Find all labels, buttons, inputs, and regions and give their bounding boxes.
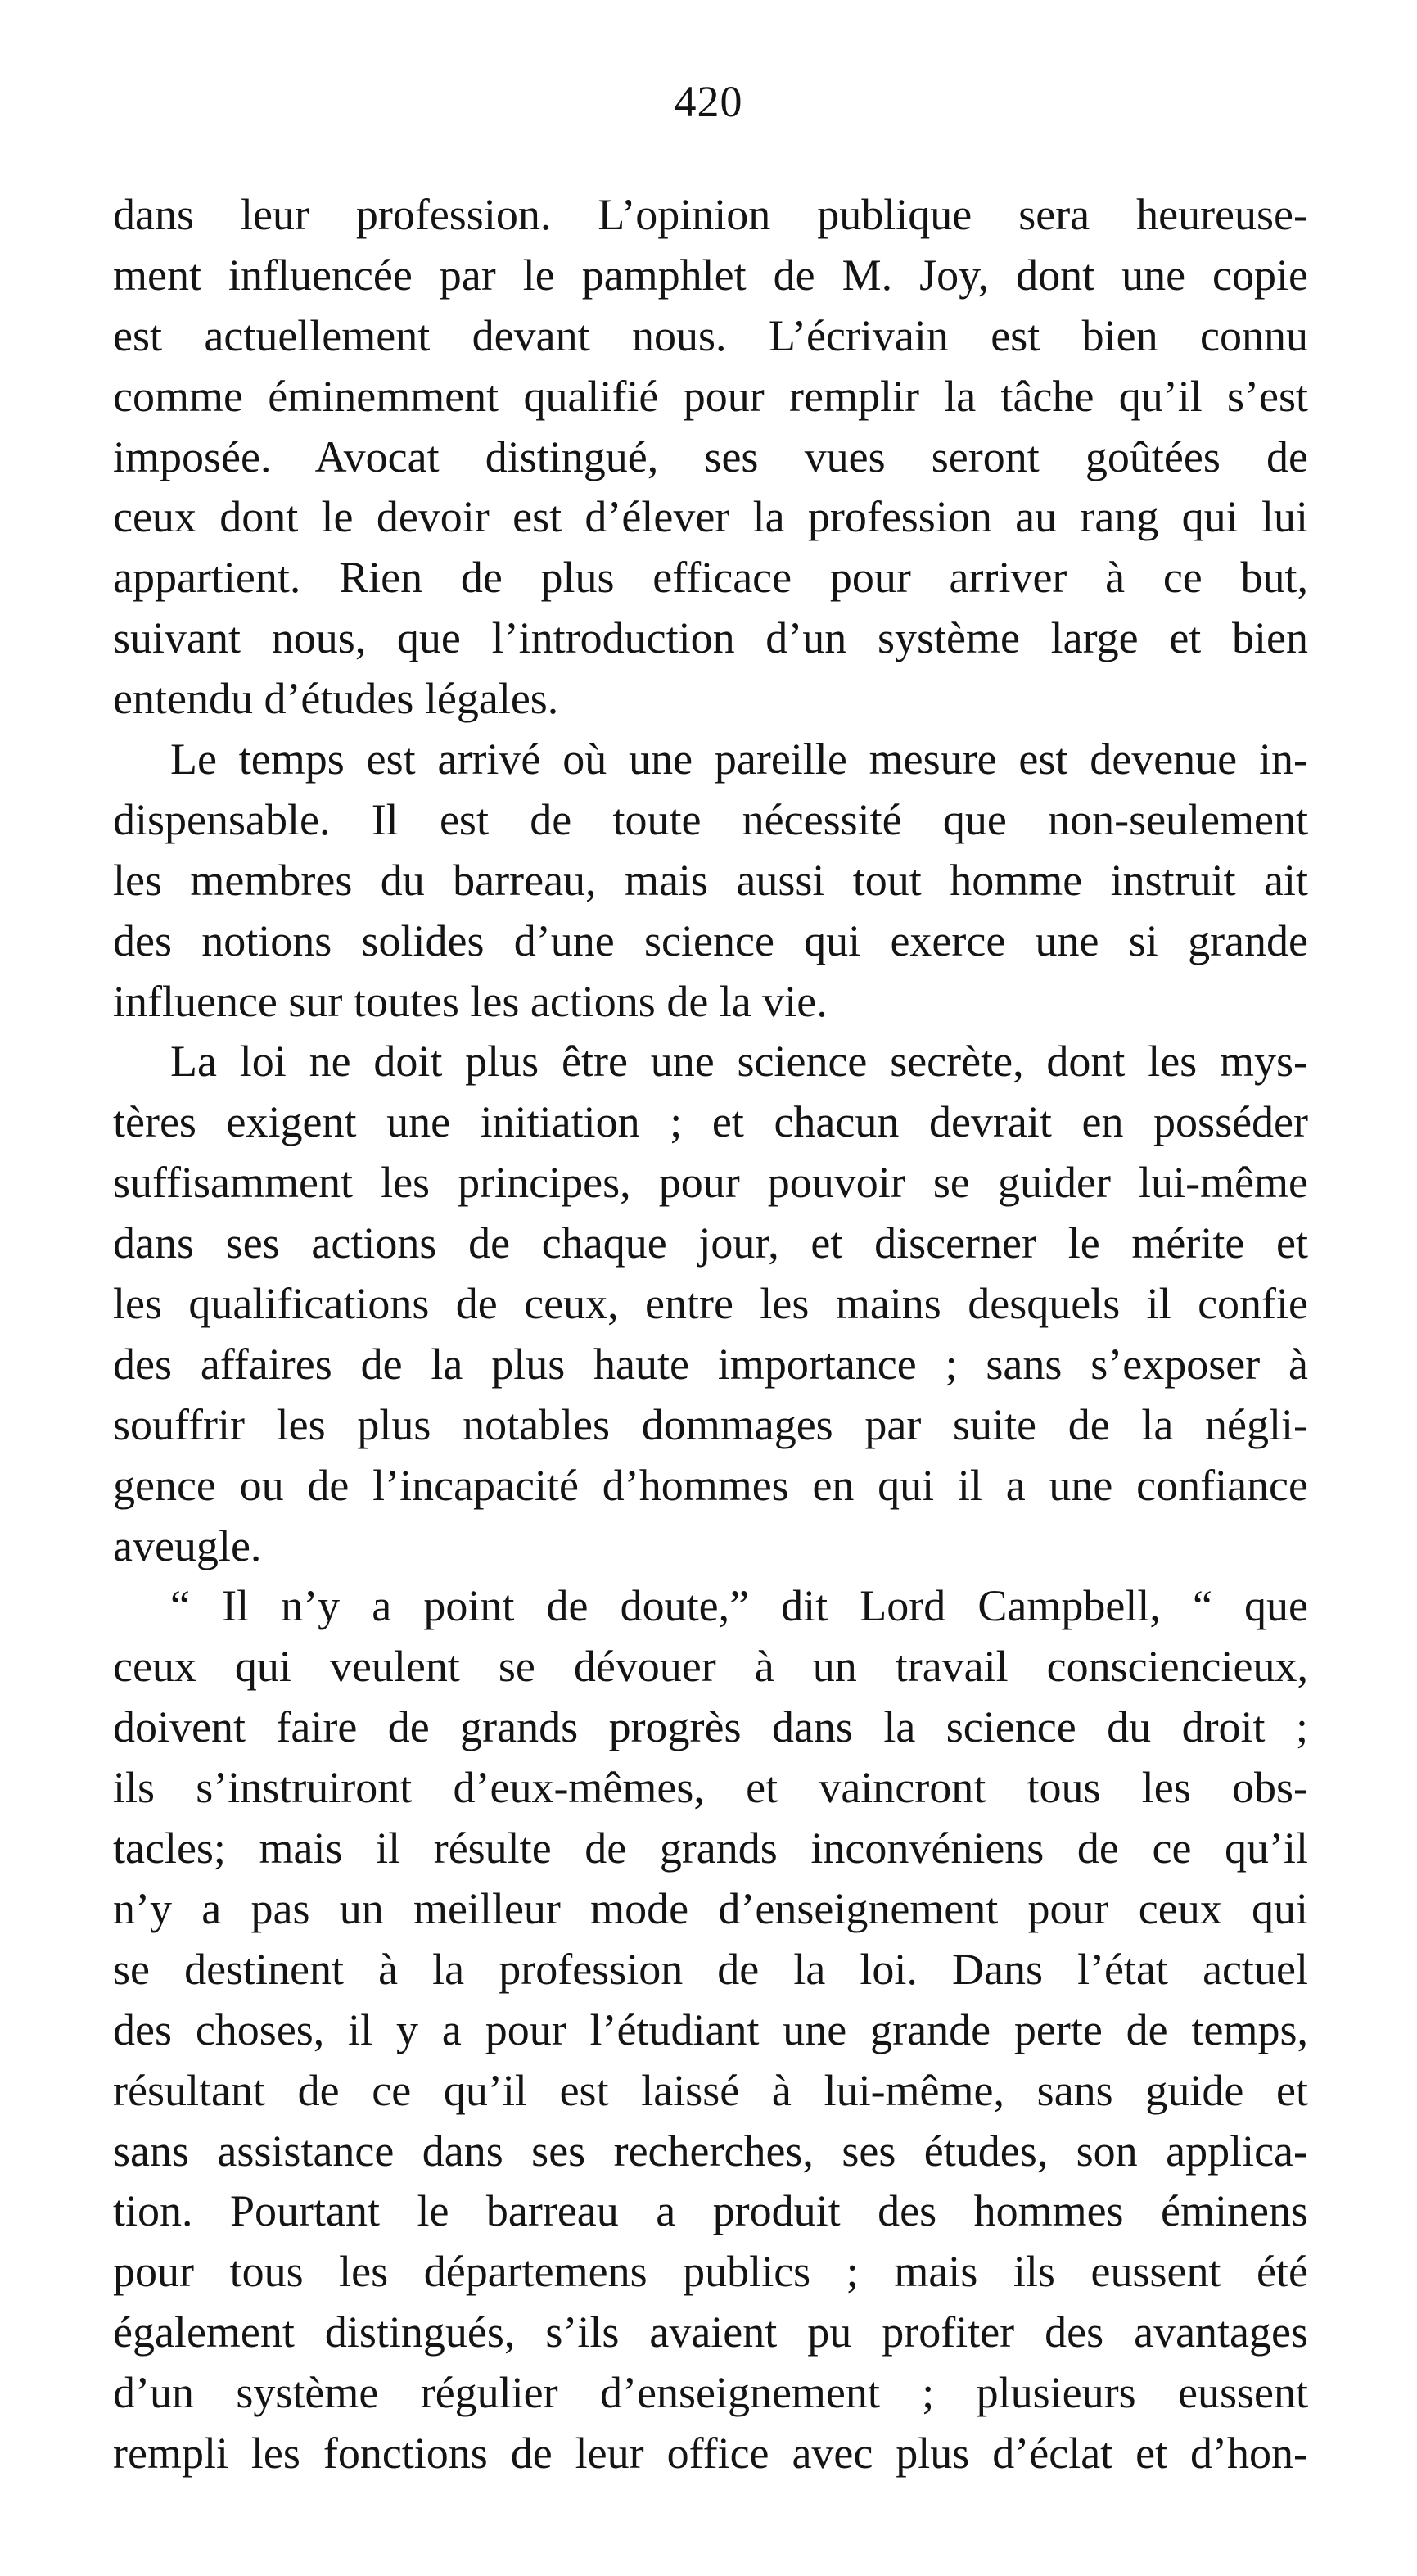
text-line: suivant nous, que l’introduction d’un système large et bien	[113, 613, 1308, 663]
text-line: aveugle.	[113, 1521, 262, 1570]
text-line: comme éminemment qualifié pour remplir la tâche qu’il s’est	[113, 371, 1308, 421]
text-line: tion. Pourtant le barreau a produit des hommes éminens	[113, 2186, 1308, 2236]
text-line: sans assistance dans ses recherches, ses études, son applica-	[113, 2126, 1308, 2176]
text-line: se destinent à la profession de la loi. Dans l’état actuel	[113, 1944, 1308, 1994]
text-line: appartient. Rien de plus efficace pour arriver à ce but,	[113, 553, 1308, 603]
text-line: souffrir les plus notables dommages par suite de la négli-	[113, 1399, 1308, 1449]
text-line: gence ou de l’incapacité d’hommes en qui il a une confiance	[113, 1460, 1308, 1510]
text-line: des affaires de la plus haute importance ; sans s’exposer à	[113, 1339, 1308, 1389]
text-line: des choses, il y a pour l’étudiant une grande perte de temps,	[113, 2004, 1308, 2054]
text-line: des notions solides d’une science qui exerce une si grande	[113, 915, 1308, 965]
text-line: suffisamment les principes, pour pouvoir se guider lui-même	[113, 1158, 1308, 1208]
text-line: ils s’instruiront d’eux-mêmes, et vaincront tous les obs-	[113, 1763, 1308, 1813]
body-text	[113, 185, 1308, 2484]
text-line: ment influencée par le pamphlet de M. Joy, dont une copie	[113, 250, 1308, 300]
text-line: tères exigent une initiation ; et chacun devrait en posséder	[113, 1097, 1308, 1147]
text-line: n’y a pas un meilleur mode d’enseignement pour ceux qui	[113, 1883, 1308, 1933]
text-line: doivent faire de grands progrès dans la science du droit ;	[113, 1702, 1308, 1752]
text-line: résultant de ce qu’il est laissé à lui-même, sans guide et	[113, 2065, 1308, 2115]
text-line: ceux qui veulent se dévouer à un travail consciencieux,	[113, 1642, 1308, 1692]
text-line: dans ses actions de chaque jour, et discerner le mérite et	[113, 1218, 1308, 1268]
text-line: imposée. Avocat distingué, ses vues seront goûtées de	[113, 432, 1308, 481]
text-line: “ Il n’y a point de doute,” dit Lord Campbell, “ que	[170, 1581, 1308, 1631]
text-line: rempli les fonctions de leur office avec plus d’éclat et d’hon-	[113, 2428, 1308, 2478]
text-line: dans leur profession. L’opinion publique sera heureuse-	[113, 190, 1308, 239]
page-number: 420	[674, 77, 743, 126]
text-line: pour tous les départemens publics ; mais ils eussent été	[113, 2247, 1308, 2297]
text-line: également distingués, s’ils avaient pu profiter des avantages	[113, 2307, 1308, 2357]
text-line: d’un système régulier d’enseignement ; plusieurs eussent	[113, 2368, 1308, 2418]
text-line: Le temps est arrivé où une pareille mesure est devenue in-	[170, 734, 1308, 784]
text-line: dispensable. Il est de toute nécessité que non-seulement	[113, 794, 1308, 844]
text-line: les membres du barreau, mais aussi tout homme instruit ait	[113, 855, 1308, 905]
text-line: ceux dont le devoir est d’élever la profession au rang qui lui	[113, 492, 1308, 542]
text-line: tacles; mais il résulte de grands inconvéniens de ce qu’il	[113, 1824, 1308, 1873]
text-line: est actuellement devant nous. L’écrivain est bien connu	[113, 310, 1308, 360]
text-line: les qualifications de ceux, entre les mains desquels il confie	[113, 1279, 1308, 1329]
text-line: influence sur toutes les actions de la vie.	[113, 976, 828, 1026]
text-line: La loi ne doit plus être une science secrète, dont les mys-	[170, 1037, 1308, 1087]
text-line: entendu d’études légales.	[113, 674, 559, 724]
